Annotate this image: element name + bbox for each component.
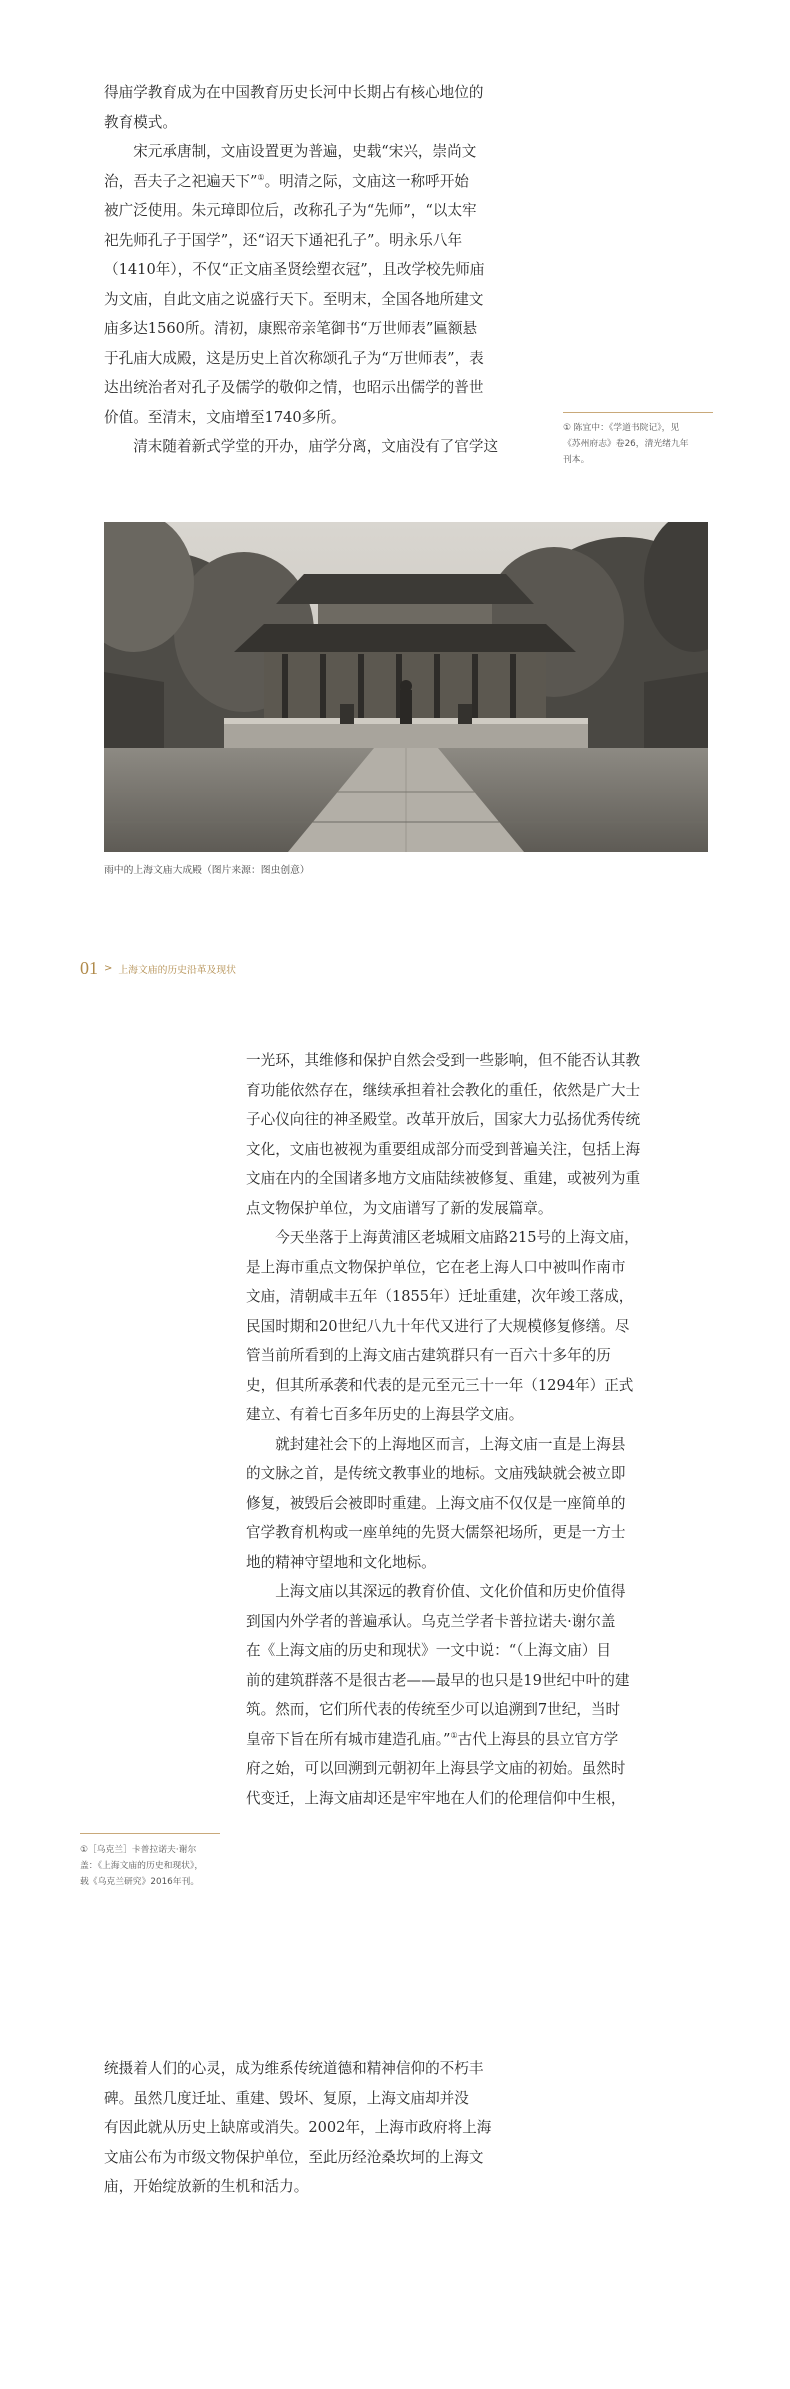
text-line: 筑。然而，它们所代表的传统至少可以追溯到7世纪，当时 bbox=[246, 1701, 621, 1718]
footnote-ref[interactable]: ① bbox=[450, 1730, 458, 1740]
text-line: 府之始，可以回溯到元朝初年上海县学文庙的初始。虽然时 bbox=[246, 1760, 626, 1777]
text-line: 地的精神守望地和文化地标。 bbox=[246, 1553, 436, 1571]
temple-photo bbox=[104, 522, 708, 852]
text-line: 皇帝下旨在所有城市建造孔庙。”①古代上海县的县立官方学 bbox=[246, 1730, 619, 1748]
text-line: 建立、有着七百多年历史的上海县学文庙。 bbox=[246, 1406, 524, 1423]
text-line: 被广泛使用。朱元璋即位后，改称孔子为“先师”，“以太牢 bbox=[104, 202, 477, 219]
text-line: 为文庙，自此文庙之说盛行天下。至明末，全国各地所建文 bbox=[104, 290, 484, 308]
text-line: 教育模式。 bbox=[104, 113, 177, 131]
text-line: 文化，文庙也被视为重要组成部分而受到普遍关注，包括上海 bbox=[246, 1140, 641, 1158]
text-line: 有因此就从历史上缺席或消失。2002年，上海市政府将上海 bbox=[104, 2119, 492, 2136]
text-line: 的文脉之首，是传统文教事业的地标。文庙残缺就会被立即 bbox=[246, 1465, 626, 1482]
chapter-title: 上海文庙的历史沿革及现状 bbox=[118, 964, 236, 976]
text-line: 管当前所看到的上海文庙古建筑群只有一百六十多年的历 bbox=[246, 1347, 611, 1364]
text-line: 前的建筑群落不是很古老——最早的也只是19世纪中叶的建 bbox=[246, 1671, 630, 1689]
text-line: 官学教育机构或一座单纯的先贤大儒祭祀场所，更是一方士 bbox=[246, 1524, 626, 1541]
text-line: 代变迁，上海文庙却还是牢牢地在人们的伦理信仰中生根， bbox=[246, 1789, 626, 1807]
text-line: 到国内外学者的普遍承认。乌克兰学者卡普拉诺夫·谢尔盖 bbox=[246, 1612, 616, 1630]
text-line: 是上海市重点文物保护单位，它在老上海人口中被叫作南市 bbox=[246, 1258, 626, 1276]
text-line: 文庙，清朝咸丰五年（1855年）迁址重建，次年竣工落成， bbox=[246, 1288, 634, 1305]
page-footer bbox=[80, 958, 236, 979]
text-line: 清末随着新式学堂的开办，庙学分离，文庙没有了官学这 bbox=[104, 438, 499, 455]
footnote-ref[interactable]: ① bbox=[257, 172, 265, 182]
text-line: 庙，开始绽放新的生机和活力。 bbox=[104, 2178, 309, 2195]
text-line: 子心仪向往的神圣殿堂。改革开放后，国家大力弘扬优秀传统 bbox=[246, 1111, 641, 1128]
text-line: 达出统治者对孔子及儒学的敬仰之情，也昭示出儒学的普世 bbox=[104, 379, 484, 396]
chapter-number: 01 bbox=[80, 958, 98, 978]
sidenote-divider bbox=[563, 412, 713, 413]
text-line: 在《上海文庙的历史和现状》一文中说：“（上海文庙）目 bbox=[246, 1642, 612, 1659]
text-line: 庙多达1560所。清初，康熙帝亲笔御书“万世师表”匾额悬 bbox=[104, 320, 478, 337]
text-line: 上海文庙以其深远的教育价值、文化价值和历史价值得 bbox=[246, 1583, 626, 1600]
paragraph-intro bbox=[104, 78, 540, 462]
arrow-right-icon: > bbox=[104, 963, 113, 974]
paragraph-page3 bbox=[104, 2054, 544, 2202]
text-line: （1410年），不仅“正文庙圣贤绘塑衣冠”，且改学校先师庙 bbox=[104, 261, 485, 278]
dacheng-hall-illustration bbox=[104, 522, 708, 852]
sidenote-2: ①［乌克兰］卡普拉诺夫·谢尔 盖：《上海文庙的历史和现状》， 载《乌克兰研究》2016年刊。 bbox=[80, 1845, 204, 1887]
text-line: 修复，被毁后会被即时重建。上海文庙不仅仅是一座简单的 bbox=[246, 1494, 626, 1512]
text-line: 祀先师孔子于国学”，还“诏天下通祀孔子”。明永乐八年 bbox=[104, 231, 463, 249]
text-line: 治，吾夫子之祀遍天下”①。明清之际，文庙这一称呼开始 bbox=[104, 172, 469, 190]
text-line: 碑。虽然几度迁址、重建、毁坏、复原，上海文庙却并没 bbox=[104, 2089, 469, 2107]
text-line: 点文物保护单位，为文庙谱写了新的发展篇章。 bbox=[246, 1199, 553, 1217]
text-line: 统摄着人们的心灵，成为维系传统道德和精神信仰的不朽丰 bbox=[104, 2060, 484, 2077]
text-line: 文庙在内的全国诸多地方文庙陆续被修复、重建，或被列为重 bbox=[246, 1170, 641, 1187]
text-line: 文庙公布为市级文物保护单位，至此历经沧桑坎坷的上海文 bbox=[104, 2148, 484, 2166]
paragraph-page2 bbox=[246, 1046, 696, 1813]
text-line: 一光环，其维修和保护自然会受到一些影响，但不能否认其教 bbox=[246, 1052, 641, 1069]
text-line: 今天坐落于上海黄浦区老城厢文庙路215号的上海文庙， bbox=[246, 1229, 639, 1246]
text-line: 得庙学教育成为在中国教育历史长河中长期占有核心地位的 bbox=[104, 84, 484, 101]
sidenote-divider bbox=[80, 1833, 220, 1834]
photo-caption: 雨中的上海文庙大成殿（图片来源：图虫创意） bbox=[104, 865, 310, 876]
text-line: 价值。至清末，文庙增至1740多所。 bbox=[104, 408, 346, 426]
text-line: 宋元承唐制，文庙设置更为普遍，史载“宋兴，崇尚文 bbox=[104, 143, 477, 160]
text-line: 史，但其所承袭和代表的是元至元三十一年（1294年）正式 bbox=[246, 1376, 634, 1394]
text-line: 民国时期和20世纪八九十年代又进行了大规模修复修缮。尽 bbox=[246, 1317, 630, 1335]
text-line: 就封建社会下的上海地区而言，上海文庙一直是上海县 bbox=[246, 1435, 626, 1453]
text-line: 育功能依然存在，继续承担着社会教化的重任，依然是广大士 bbox=[246, 1081, 641, 1099]
text-line: 于孔庙大成殿，这是历史上首次称颂孔子为“万世师表”，表 bbox=[104, 349, 484, 367]
sidenote-1: ① 陈宜中：《学道书院记》，见 《苏州府志》卷26，清光绪九年 刊本。 bbox=[563, 423, 689, 465]
